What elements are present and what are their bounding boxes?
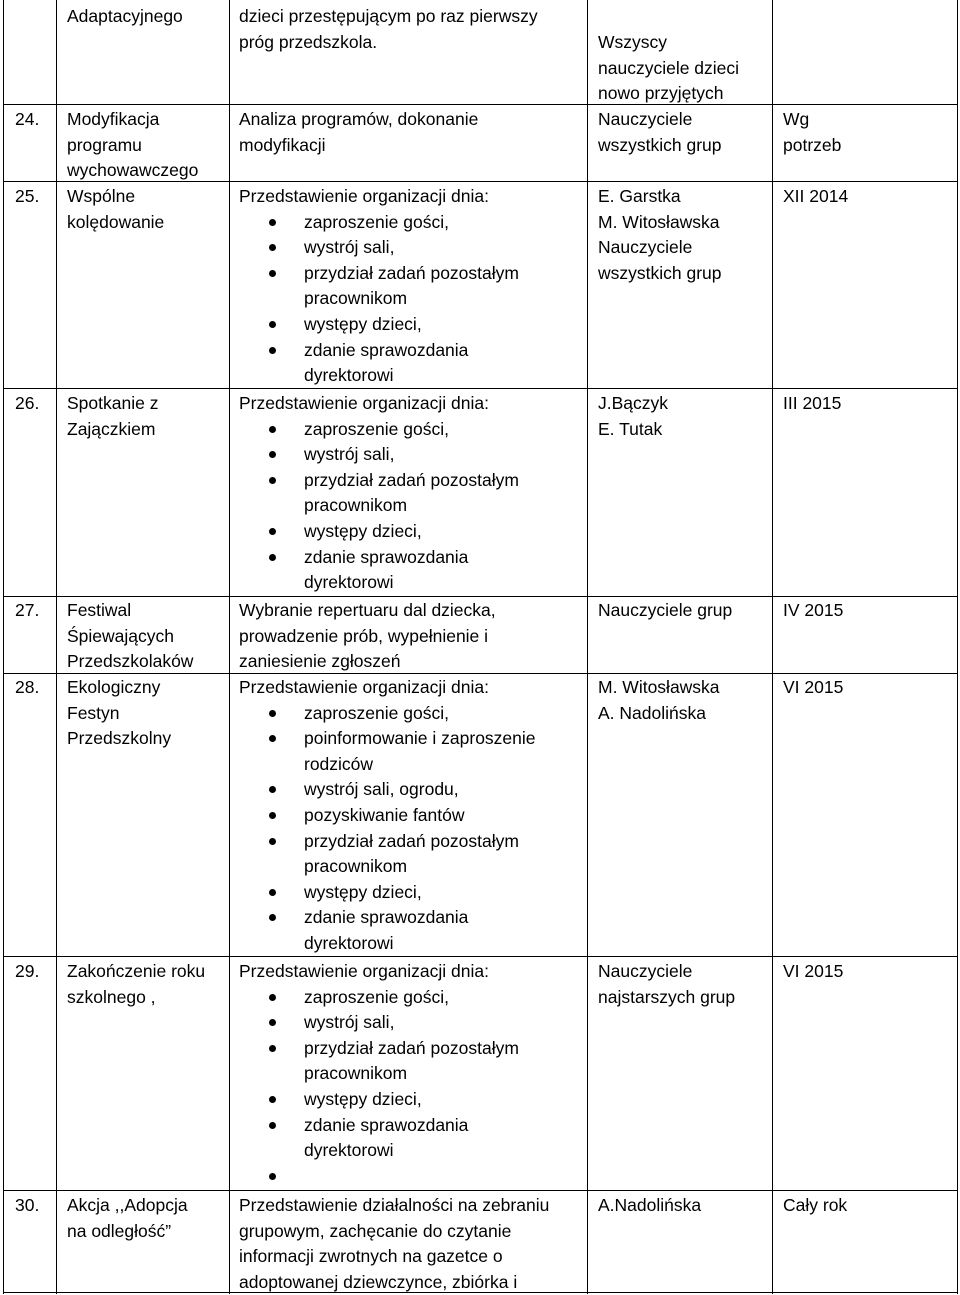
event-responsible: Wszyscy nauczyciele dzieci nowo przyjętych xyxy=(598,32,740,104)
row-divider xyxy=(3,104,958,105)
bullet-item: wystrój sali, xyxy=(239,1010,519,1036)
row-number: 28. xyxy=(15,677,40,697)
row-divider xyxy=(3,1190,958,1191)
event-date: Wg potrzeb xyxy=(783,109,842,155)
event-responsible: M. Witosławska A. Nadolińska xyxy=(598,677,720,723)
event-name: Ekologiczny Festyn Przedszkolny xyxy=(67,677,172,749)
event-description: Wybranie repertuaru dal dziecka, prowadzenie prób, wypełnienie i zaniesienie zgłoszeń xyxy=(239,600,496,672)
bullet-item: zaproszenie gości, xyxy=(239,210,519,236)
event-name: Wspólne kolędowanie xyxy=(67,186,165,232)
event-responsible: A.Nadolińska xyxy=(598,1195,702,1215)
event-description: dzieci przestępującym po raz pierwszy próg przedszkola. xyxy=(239,6,538,52)
event-name: Spotkanie z Zajączkiem xyxy=(67,393,159,439)
bullet-item: zaproszenie gości, xyxy=(239,417,519,443)
bullet-item: wystrój sali, ogrodu, xyxy=(239,777,536,803)
event-date: XII 2014 xyxy=(783,186,849,206)
description-heading: Przedstawienie organizacji dnia: xyxy=(239,677,489,697)
description-heading: Przedstawienie organizacji dnia: xyxy=(239,961,489,981)
bullet-item: występy dzieci, xyxy=(239,880,536,906)
bullet-item: zdanie sprawozdania xyxy=(239,1113,519,1139)
bullet-continuation: dyrektorowi xyxy=(304,572,394,593)
event-date: IV 2015 xyxy=(783,600,844,620)
bullet-continuation: dyrektorowi xyxy=(304,932,394,953)
bullet-icon xyxy=(269,554,276,561)
column-divider xyxy=(587,0,588,1294)
bullet-item: występy dzieci, xyxy=(239,519,519,545)
event-date: VI 2015 xyxy=(783,677,844,697)
bullet-icon xyxy=(269,1173,276,1180)
event-name: Akcja ,,Adopcja na odległość” xyxy=(67,1195,188,1241)
table-border-left xyxy=(3,0,4,1294)
event-description xyxy=(239,391,519,596)
event-responsible: Nauczyciele wszystkich grup xyxy=(598,109,722,155)
bullet-icon xyxy=(269,812,276,819)
row-number: 27. xyxy=(15,600,40,620)
bullet-icon xyxy=(269,426,276,433)
event-name: Zakończenie roku szkolnego , xyxy=(67,961,206,1007)
bullet-item: występy dzieci, xyxy=(239,312,519,338)
bullet-item: wystrój sali, xyxy=(239,235,519,261)
bullet-item: pozyskiwanie fantów xyxy=(239,803,536,829)
bullet-item: przydział zadań pozostałym xyxy=(239,829,536,855)
bullet-icon xyxy=(269,838,276,845)
bullet-icon xyxy=(269,786,276,793)
bullet-item: wystrój sali, xyxy=(239,442,519,468)
event-description xyxy=(239,184,519,389)
event-name: Adaptacyjnego xyxy=(67,6,183,26)
column-divider xyxy=(56,0,57,1294)
bullet-item: przydział zadań pozostałym xyxy=(239,261,519,287)
bullet-item: zdanie sprawozdania xyxy=(239,905,536,931)
bullet-icon xyxy=(269,994,276,1001)
row-number: 24. xyxy=(15,109,40,129)
table-border-right xyxy=(957,0,958,1294)
bullet-continuation: pracownikom xyxy=(304,495,408,516)
bullet-continuation: pracownikom xyxy=(304,288,408,309)
bullet-icon xyxy=(269,528,276,535)
bullet-continuation: rodziców xyxy=(304,753,374,774)
bullet-icon xyxy=(269,889,276,896)
bullet-icon xyxy=(269,1096,276,1103)
bullet-icon xyxy=(269,477,276,484)
event-responsible: E. Garstka M. Witosławska Nauczyciele wszystkich grup xyxy=(598,186,722,283)
bullet-item: zdanie sprawozdania xyxy=(239,545,519,571)
row-number: 25. xyxy=(15,186,40,206)
bullet-continuation: pracownikom xyxy=(304,856,408,877)
event-responsible: Nauczyciele najstarszych grup xyxy=(598,961,736,1007)
event-description xyxy=(239,675,536,957)
bullet-item: zaproszenie gości, xyxy=(239,701,536,727)
bullet-icon xyxy=(269,1045,276,1052)
event-responsible: J.Bączyk E. Tutak xyxy=(598,393,669,439)
bullet-icon xyxy=(269,914,276,921)
bullet-icon xyxy=(269,321,276,328)
bullet-icon xyxy=(269,710,276,717)
bullet-item: poinformowanie i zaproszenie xyxy=(239,726,536,752)
column-divider xyxy=(229,0,230,1294)
row-number: 29. xyxy=(15,961,40,981)
bullet-icon xyxy=(269,1122,276,1129)
bullet-icon xyxy=(269,244,276,251)
bullet-icon xyxy=(269,347,276,354)
bullet-continuation: pracownikom xyxy=(304,1063,408,1084)
bullet-icon xyxy=(269,735,276,742)
column-divider xyxy=(772,0,773,1294)
bullet-item: przydział zadań pozostałym xyxy=(239,1036,519,1062)
bullet-icon xyxy=(269,451,276,458)
event-responsible: Nauczyciele grup xyxy=(598,600,733,620)
bullet-icon xyxy=(269,270,276,277)
bullet-continuation: dyrektorowi xyxy=(304,365,394,386)
row-divider xyxy=(3,596,958,597)
event-date: VI 2015 xyxy=(783,961,844,981)
bullet-item: przydział zadań pozostałym xyxy=(239,468,519,494)
bullet-item: zaproszenie gości, xyxy=(239,985,519,1011)
event-description: Analiza programów, dokonanie modyfikacji xyxy=(239,109,479,155)
description-heading: Przedstawienie organizacji dnia: xyxy=(239,393,489,413)
event-description xyxy=(239,959,519,1164)
event-name: Festiwal Śpiewających Przedszkolaków xyxy=(67,600,194,672)
row-number: 26. xyxy=(15,393,40,413)
bullet-icon xyxy=(269,1019,276,1026)
event-date: III 2015 xyxy=(783,393,842,413)
bullet-icon xyxy=(269,219,276,226)
bullet-item: występy dzieci, xyxy=(239,1087,519,1113)
event-description: Przedstawienie działalności na zebraniu grupowym, zachęcanie do czytanie informacji zwrotnych na gazetce o adoptowanej dziewczynce, zbiórka i xyxy=(239,1195,550,1292)
bullet-item: zdanie sprawozdania xyxy=(239,338,519,364)
event-name: Modyfikacja programu wychowawczego xyxy=(67,109,199,181)
description-heading: Przedstawienie organizacji dnia: xyxy=(239,186,489,206)
row-number: 30. xyxy=(15,1195,40,1215)
bullet-continuation: dyrektorowi xyxy=(304,1140,394,1161)
event-date: Cały rok xyxy=(783,1195,848,1215)
